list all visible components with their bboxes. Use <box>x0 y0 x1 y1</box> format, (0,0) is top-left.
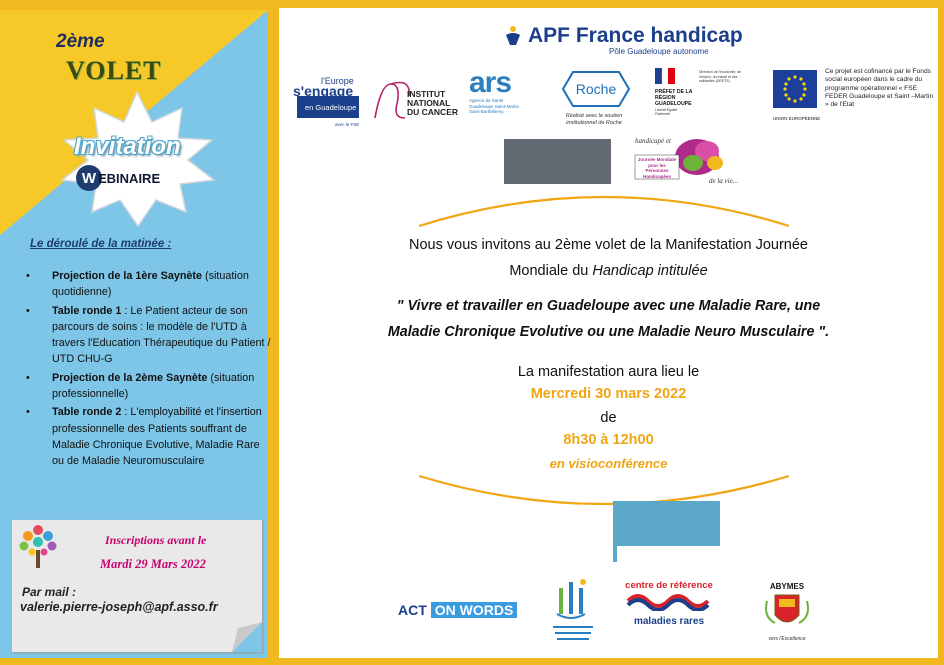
tree-icon <box>16 522 60 570</box>
roche-sub: Réalisé avec le soutien institutionnel de Roche <box>565 113 623 126</box>
mail-label: Par mail : <box>22 585 77 599</box>
teal-placeholder-block <box>613 501 720 546</box>
apf-subtitle: Pôle Guadeloupe autonome <box>609 47 709 56</box>
intro-line-2-italic: Handicap intitulée <box>592 263 708 279</box>
agenda-item-text: : L'employabilité et l'insertion professionnelle des Patients souffrant de Maladie Chronique Evolutive, Maladie Rare ou de Maladie Neuromusculaire <box>52 406 262 468</box>
maladies-top-text: centre de référence <box>625 580 713 591</box>
chu-logo <box>549 574 597 646</box>
registration-deadline-label: Inscriptions avant le <box>105 533 207 547</box>
inca-text: INSTITUT NATIONAL DU CANCER <box>407 89 458 117</box>
bullet: • <box>26 304 30 317</box>
prefet-motto: Liberté Égalité Fraternité <box>655 107 678 117</box>
de-text: de <box>600 410 617 426</box>
teal-placeholder-tab <box>613 546 617 562</box>
agenda-item <box>24 370 274 403</box>
europe-mid-text: s'engage <box>293 83 354 99</box>
eu-flag-icon <box>773 70 817 108</box>
ars-logo <box>469 68 539 124</box>
apf-logo <box>502 24 743 48</box>
europe-fse-text: avec le FSE <box>335 122 360 127</box>
intro-line-1: Nous vous invitons au 2ème volet de la Manifestation Journée <box>409 237 808 253</box>
agenda-item-bold: Table ronde 1 <box>52 304 122 317</box>
left-panel <box>0 0 276 658</box>
agenda-item <box>24 404 274 469</box>
webinaire-rest: EBINAIRE <box>98 170 161 186</box>
eu-label: UNION EUROPÉENNE <box>773 116 821 121</box>
europe-top-text: l'Europe <box>321 76 354 86</box>
invitation-title: Invitation <box>74 133 181 160</box>
abymes-crest-icon <box>757 591 817 631</box>
agenda-item-text: : Le Patient acteur de son parcours de soins : le modèle de l'UTD à travers l'Education Thérapeutique du Patient / UTD CHU-G <box>52 304 271 366</box>
apf-name: APF France handicap <box>528 24 743 47</box>
prefet-text: PRÉFET DE LA RÉGION GUADELOUPE <box>655 89 693 108</box>
roche-logo <box>561 70 631 128</box>
handi-line2: Journée Mondiale pour les Personnes Handicapées <box>637 157 677 179</box>
roche-text: Roche <box>575 81 617 97</box>
volet-label: VOLET <box>66 56 162 85</box>
page-curl-icon <box>232 622 262 652</box>
journee-mondiale-logo <box>631 133 751 193</box>
agenda-title: Le déroulé de la matinée : <box>30 238 172 250</box>
bullet: • <box>26 406 30 419</box>
agenda-item <box>24 303 274 368</box>
agenda-item-text: (situation professionnelle) <box>52 371 255 401</box>
agenda-list <box>24 268 274 472</box>
handi-line1: handicapé et <box>635 137 671 145</box>
prefet-directorate: Direction de l'économie, de l'emploi, du travail et des solidarités (DEETS) <box>699 70 742 83</box>
registration-deadline-date: Mardi 29 Mars 2022 <box>100 557 206 571</box>
act-on-words-logo <box>398 602 517 618</box>
ars-sub: Agence de Santé Guadeloupe Saint-Martin Saint-Barthélemy <box>469 98 520 114</box>
europe-engage-logo <box>291 70 365 128</box>
roche-hexagon-icon <box>561 70 631 108</box>
agenda-item-bold: Projection de la 2ème Saynète <box>52 371 208 384</box>
bullet: • <box>26 371 30 384</box>
maladies-wave-icon <box>624 591 714 611</box>
main-content <box>279 8 938 658</box>
eu-logo <box>773 70 821 124</box>
maladies-rares-logo <box>624 580 714 640</box>
agenda-item-text: (situation quotidienne) <box>52 270 249 299</box>
agenda-item-bold: Table ronde 2 <box>52 406 122 419</box>
agenda-item <box>24 268 274 301</box>
grey-placeholder-block <box>504 139 611 184</box>
event-title-line-2: Maladie Chronique Evolutive ou une Maladie Neuro Musculaire ". <box>387 324 830 340</box>
agenda-item-bold: Projection de la 1ère Saynète <box>52 270 203 282</box>
volet-number: 2ème <box>56 31 105 52</box>
abymes-logo <box>757 582 817 648</box>
abymes-motto: vers l'Excellence <box>768 636 806 642</box>
maladies-bottom-text: maladies rares <box>633 616 705 627</box>
on-words-text: ON WORDS <box>431 602 518 618</box>
event-hours: 8h30 à 12h00 <box>563 432 654 448</box>
webinaire-label <box>76 164 160 192</box>
event-title-line-1: " Vivre et travailler en Guadeloupe avec une Maladie Rare, une <box>396 298 821 314</box>
event-date: Mercredi 30 mars 2022 <box>530 386 687 402</box>
apf-person-icon <box>502 25 524 47</box>
act-text: ACT <box>398 602 427 618</box>
webinaire-initial: W <box>76 165 102 191</box>
prefet-logo <box>655 68 745 124</box>
event-title <box>279 293 938 345</box>
marianne-icon <box>655 68 675 84</box>
europe-region-text: en Guadeloupe <box>305 103 357 112</box>
ars-text: ars <box>469 66 512 99</box>
lieu-text: La manifestation aura lieu le <box>517 364 700 380</box>
bullet: • <box>26 270 30 282</box>
handi-line3: de la vie... <box>709 177 738 185</box>
intro-text <box>279 232 938 284</box>
abymes-text: ABYMES <box>769 582 805 591</box>
mail-address-link[interactable]: valerie.pierre-joseph@apf.asso.fr <box>20 600 218 614</box>
eu-funding-text: Ce projet est cofinancé par le Fonds social européen dans le cadre du programme opérationnel « FSE FEDER Guadeloupe et Saint –Martin » de l'Etat <box>825 68 934 109</box>
intro-line-2 <box>279 258 938 284</box>
intro-line-2-plain: Mondiale du <box>509 263 593 279</box>
inca-logo <box>371 74 463 124</box>
event-mode: en visioconférence <box>549 456 668 471</box>
